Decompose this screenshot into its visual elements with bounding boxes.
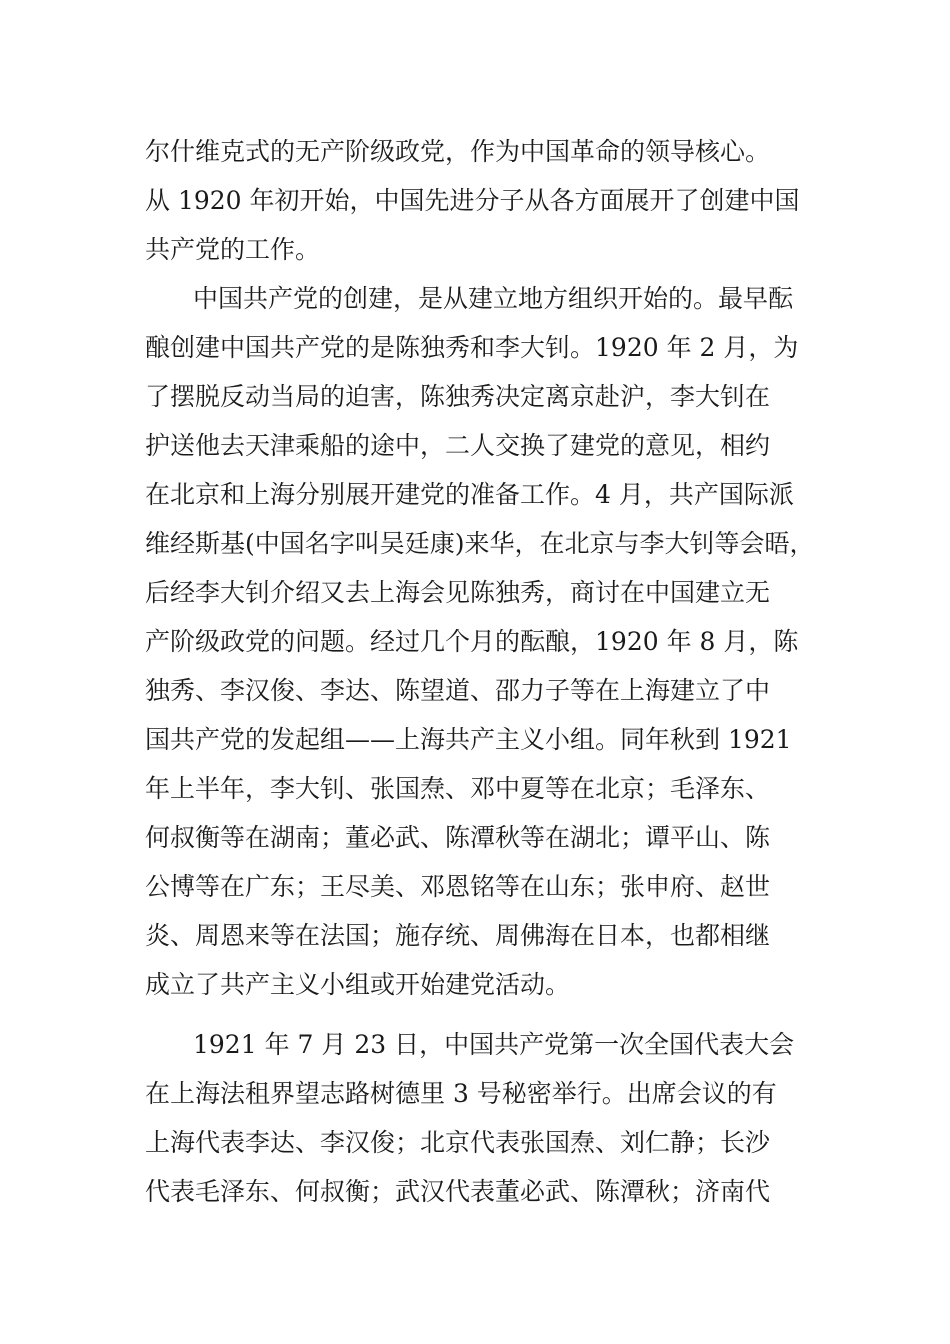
text-line: 何叔衡等在湖南；董必武、陈潭秋等在湖北；谭平山、陈 [145,823,771,852]
text-line: 成立了共产主义小组或开始建党活动。 [145,970,571,999]
text-line: 公博等在广东；王尽美、邓恩铭等在山东；张申府、赵世 [145,872,771,901]
text-line: 在北京和上海分别展开建党的准备工作。4 月，共产国际派 [145,480,794,509]
text-line: 代表毛泽东、何叔衡；武汉代表董必武、陈潭秋；济南代 [145,1177,771,1206]
text-line: 炎、周恩来等在法国；施存统、周佛海在日本，也都相继 [145,921,771,950]
text-line: 年上半年，李大钊、张国焘、邓中夏等在北京；毛泽东、 [145,774,771,803]
text-line: 国共产党的发起组——上海共产主义小组。同年秋到 1921 [145,725,792,754]
paragraph-first-line: 1921 年 7 月 23 日，中国共产党第一次全国代表大会 [193,1030,795,1059]
text-line: 从 1920 年初开始，中国先进分子从各方面展开了创建中国 [145,186,800,215]
text-line: 了摆脱反动当局的迫害，陈独秀决定离京赴沪，李大钊在 [145,382,771,411]
text-line: 产阶级政党的问题。经过几个月的酝酿，1920 年 8 月，陈 [145,627,799,656]
text-line: 独秀、李汉俊、李达、陈望道、邵力子等在上海建立了中 [145,676,771,705]
text-line: 维经斯基(中国名字叫吴廷康)来华，在北京与李大钊等会晤， [145,529,815,558]
text-line: 酿创建中国共产党的是陈独秀和李大钊。1920 年 2 月，为 [145,333,799,362]
text-line: 后经李大钊介绍又去上海会见陈独秀，商讨在中国建立无 [145,578,771,607]
text-line: 共产党的工作。 [145,235,321,264]
paragraph-first-line: 中国共产党的创建，是从建立地方组织开始的。最早酝 [193,284,794,313]
text-line: 在上海法租界望志路树德里 3 号秘密举行。出席会议的有 [145,1079,777,1108]
text-line: 尔什维克式的无产阶级政党，作为中国革命的领导核心。 [145,137,771,166]
text-line: 上海代表李达、李汉俊；北京代表张国焘、刘仁静；长沙 [145,1128,771,1157]
text-line: 护送他去天津乘船的途中，二人交换了建党的意见，相约 [145,431,771,460]
